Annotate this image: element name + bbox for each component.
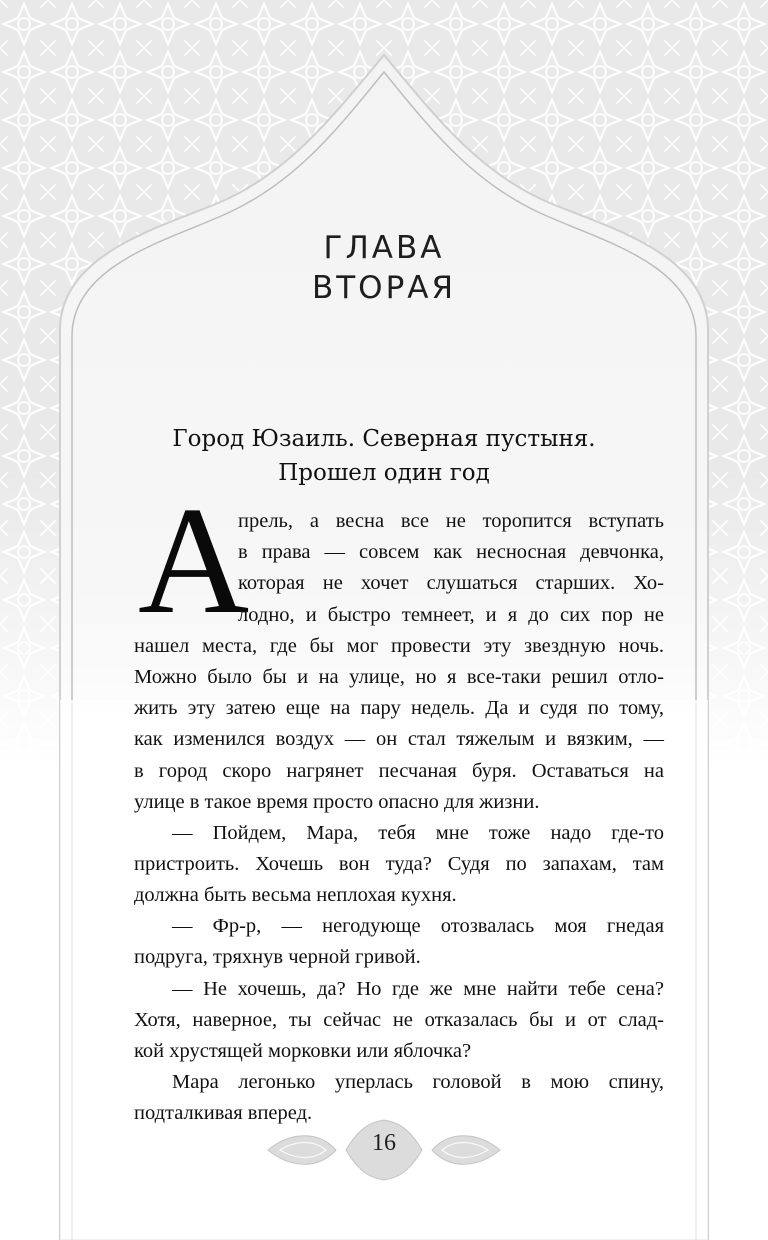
text-line: Хотя, наверное, ты сейчас не отказалась бы и от слад- [134,1009,664,1032]
text-line: подруга, тряхнув черной гривой. [134,946,421,969]
drop-cap: А [138,476,250,646]
text-line: жить эту затею еще на пару недель. Да и судя по тому, [134,697,664,720]
paragraph-3 [134,911,664,973]
page-number: 16 [372,1130,396,1156]
chapter-subtitle-line-1: Город Юзаиль. Северная пустыня. [172,426,596,452]
text-line: которая не хочет слушаться старших. Хо- [238,572,664,595]
text-line: в город скоро нагрянет песчаная буря. Оставаться на [134,759,664,782]
text-line: — Фр-р, — негодующе отозвалась моя гнедая [172,915,664,937]
text-line: пристроить. Хочешь вон туда? Судя по запахам, там [134,853,664,876]
chapter-number: ВТОРАЯ [311,270,457,306]
paragraph-1 [134,506,664,818]
text-line: — Пойдем, Мара, тебя мне тоже надо где-то [172,822,664,844]
text-line: подталкивая вперед. [134,1102,313,1125]
chapter-label: ГЛАВА [323,230,445,266]
text-line: лодно, и быстро темнеет, и я до сих пор не [238,603,664,626]
chapter-subtitle-line-2: Прошел один год [278,460,490,486]
text-line: в права — совсем как несносная девчонка, [238,541,664,564]
text-line: кой хрустящей морковки или яблочка? [134,1040,472,1063]
text-line: Можно было бы и на улице, но я все-таки решил отло- [134,665,664,688]
text-line: улице в такое время просто опасно для жизни. [134,790,540,813]
text-line: должна быть весьма неплохая кухня. [134,884,457,907]
text-line: — Не хочешь, да? Но где же мне найти тебе сена? [172,978,664,1000]
paragraph-2 [134,818,664,912]
text-line: нашел места, где бы мог провести эту звездную ночь. [134,634,664,657]
text-line: как изменился воздух — он стал тяжелым и вязким, — [134,728,664,751]
text-line: прель, а весна все не торопится вступать [238,510,664,532]
paragraph-4 [134,974,664,1068]
text-line: Мара легонько уперлась головой в мою спину, [172,1071,664,1093]
